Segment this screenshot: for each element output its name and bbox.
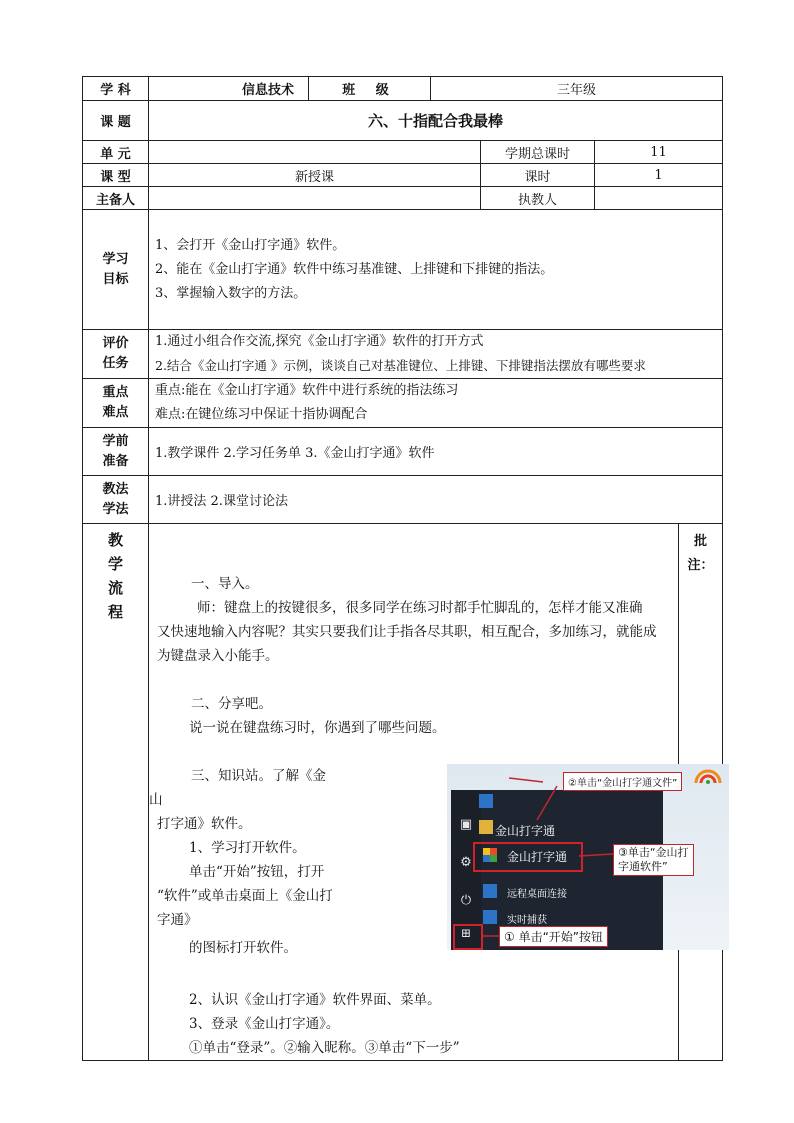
evaluation-list xyxy=(149,330,723,379)
objective-item: 2、能在《金山打字通》软件中练习基准键、上排键和下排键的指法。 xyxy=(155,261,554,277)
intro-title: 一、导入。 xyxy=(191,576,259,592)
start-menu-screenshot xyxy=(447,764,729,950)
step3-text: 3、登录《金山打字通》。 xyxy=(189,1016,340,1032)
methods-label: 教法 学法 xyxy=(83,476,149,524)
callout-1: ① 单击“开始”按钮 xyxy=(499,926,608,947)
evaluation-item: 1.通过小组合作交流,探究《金山打字通》软件的打开方式 xyxy=(155,334,484,349)
preparer-value xyxy=(149,187,481,210)
gear-icon: ⚙ xyxy=(460,855,472,870)
menu-folder-item[interactable]: 金山打字通 xyxy=(495,824,556,838)
knowledge-title: 三、知识站。了解《金山 xyxy=(149,768,326,808)
hours-value: 1 xyxy=(595,164,723,187)
key-point-item: 重点:能在《金山打字通》软件中进行系统的指法练习 xyxy=(155,383,459,398)
key-points-label: 重点 难点 xyxy=(83,379,149,428)
menu-partial-item[interactable]: 实时捕获 xyxy=(507,915,547,926)
methods-text: 1.讲授法 2.课堂讨论法 xyxy=(149,476,723,524)
step1-text: “软件”或单击桌面上《金山打 xyxy=(157,888,333,904)
subject-value: 信息技术 xyxy=(149,77,309,101)
subject-label: 学 科 xyxy=(83,77,149,101)
callout-3: ③单击“金山打 字通软件” xyxy=(613,844,694,876)
notes-column: 批 注： xyxy=(679,524,723,1061)
callout-2: ②单击“金山打字通文件” xyxy=(563,772,682,791)
teacher-label: 执教人 xyxy=(481,187,595,210)
preparation-text: 1.教学课件 2.学习任务单 3.《金山打字通》软件 xyxy=(149,428,723,476)
knowledge-title: 打字通》软件。 xyxy=(157,816,252,832)
step1-title: 1、学习打开软件。 xyxy=(189,840,306,856)
lesson-table xyxy=(82,76,723,1061)
knowledge-section xyxy=(149,764,689,956)
flow-label: 教 学 流 程 xyxy=(83,524,149,1061)
objective-item: 1、会打开《金山打字通》软件。 xyxy=(155,237,346,253)
type-label: 课 型 xyxy=(83,164,149,187)
objectives-list xyxy=(149,210,723,330)
share-title: 二、分享吧。 xyxy=(191,696,272,712)
step3-detail: ①单击“登录”。②输入昵称。③单击“下一步” xyxy=(189,1040,460,1056)
menu-app-item[interactable]: 金山打字通 xyxy=(507,850,568,864)
objective-item: 3、掌握输入数字的方法。 xyxy=(155,285,307,301)
topic-value: 六、十指配合我最棒 xyxy=(149,101,723,141)
total-hours-label: 学期总课时 xyxy=(481,141,595,164)
lesson-plan xyxy=(82,76,722,1061)
key-points-list xyxy=(149,379,723,428)
step2-text: 2、认识《金山打字通》软件界面、菜单。 xyxy=(189,992,441,1008)
class-label: 班 级 xyxy=(309,77,431,101)
menu-remote-item[interactable]: 远程桌面连接 xyxy=(507,889,567,900)
total-hours-value: 11 xyxy=(595,141,723,164)
evaluation-item: 2.结合《金山打字通 》示例，谈谈自己对基准键位、上排键、下排键指法摆放有哪些要求 xyxy=(155,358,646,373)
power-icon: ⏻ xyxy=(460,893,472,908)
hours-label: 课时 xyxy=(481,164,595,187)
intro-text: 又快速地输入内容呢？其实只要我们让手指各尽其职，相互配合，多加练习，就能成 xyxy=(157,624,657,640)
step1-text: 单击“开始”按钮，打开 xyxy=(189,864,325,880)
step1-text: 字通》 xyxy=(157,912,198,928)
preparation-label: 学前 准备 xyxy=(83,428,149,476)
unit-value xyxy=(149,141,481,164)
flow-content xyxy=(149,524,689,1061)
objectives-label: 学习 目标 xyxy=(83,210,149,330)
teacher-value xyxy=(595,187,723,210)
share-text: 说一说在键盘练习时，你遇到了哪些问题。 xyxy=(189,720,446,736)
intro-text: 师：键盘上的按键很多，很多同学在练习时都手忙脚乱的，怎样才能又准确 xyxy=(197,600,643,616)
image-icon: ▣ xyxy=(459,817,473,832)
evaluation-label: 评价 任务 xyxy=(83,330,149,379)
windows-icon: ⊞ xyxy=(460,926,472,940)
preparer-label: 主备人 xyxy=(83,187,149,210)
step1-text: 的图标打开软件。 xyxy=(189,940,297,956)
topic-label: 课 题 xyxy=(83,101,149,141)
key-point-item: 难点:在键位练习中保证十指协调配合 xyxy=(155,407,368,422)
type-value: 新授课 xyxy=(149,164,481,187)
class-value: 三年级 xyxy=(431,77,723,101)
intro-text: 为键盘录入小能手。 xyxy=(157,648,279,664)
unit-label: 单 元 xyxy=(83,141,149,164)
